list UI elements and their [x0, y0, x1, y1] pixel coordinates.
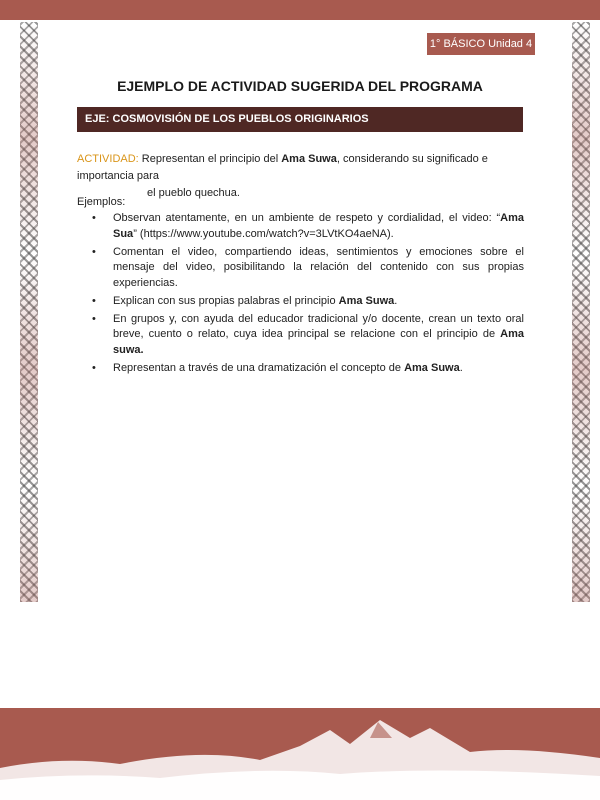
page-title: EJEMPLO DE ACTIVIDAD SUGERIDA DEL PROGRAMA: [117, 78, 483, 94]
activity-text-after: , considerando su significado e importancia para: [77, 153, 488, 182]
item-text-after: .: [459, 361, 463, 374]
eje-heading-bar: EJE: COSMOVISIÓN DE LOS PUEBLOS ORIGINARIOS: [77, 107, 523, 132]
item-bold: Ama suwa.: [113, 328, 524, 356]
item-text: Observan atentamente, en un ambiente de respeto y cordialidad, el video: “: [113, 212, 501, 224]
item-text: Explican con sus propias palabras el principio: [113, 294, 339, 307]
examples-list: [90, 211, 524, 379]
activity-label: ACTIVIDAD:: [77, 153, 139, 165]
top-band: [0, 0, 600, 20]
item-text: Comentan el video, compartiendo ideas, sentimientos y emociones sobre el mensaje del video, posibilitando la relación del contenido con sus propias experiencias.: [113, 245, 524, 289]
item-text: Representan a través de una dramatización el concepto de: [113, 361, 405, 374]
footer-landscape-band: [0, 708, 600, 800]
bullet-icon: •: [92, 312, 96, 325]
activity-paragraph: [77, 151, 527, 202]
item-bold: Ama Suwa: [338, 294, 395, 307]
activity-line-2: el pueblo quechua.: [147, 187, 240, 199]
item-text: En grupos y, con ayuda del educador tradicional y/o docente, crean un texto oral breve, cuento o relato, cuya idea principal se relacione con el principio de: [113, 312, 524, 340]
grade-unit-badge: 1° BÁSICO Unidad 4: [427, 33, 535, 55]
activity-bold: Ama Suwa: [281, 153, 337, 165]
examples-heading: Ejemplos:: [77, 196, 126, 208]
item-bold: Ama Sua: [113, 212, 524, 240]
bullet-icon: •: [92, 212, 96, 224]
bullet-icon: •: [92, 245, 96, 258]
item-text-after: .: [394, 294, 398, 307]
right-decorative-border: [572, 22, 590, 602]
item-text-after: ” (https://www.youtube.com/watch?v=3LVtKO4aeNA).: [133, 227, 394, 240]
left-decorative-border: [20, 22, 38, 602]
list-item: [90, 361, 524, 377]
activity-text: Representan el principio del: [138, 153, 282, 165]
landscape-silhouette-icon: [0, 708, 600, 800]
list-item: [90, 211, 524, 242]
bullet-icon: •: [92, 294, 96, 307]
item-bold: Ama Suwa: [404, 361, 460, 374]
activity-line-1: [77, 151, 527, 185]
list-item: [90, 245, 524, 292]
list-item: [90, 312, 524, 359]
list-item: [90, 294, 524, 310]
bullet-icon: •: [92, 361, 96, 374]
